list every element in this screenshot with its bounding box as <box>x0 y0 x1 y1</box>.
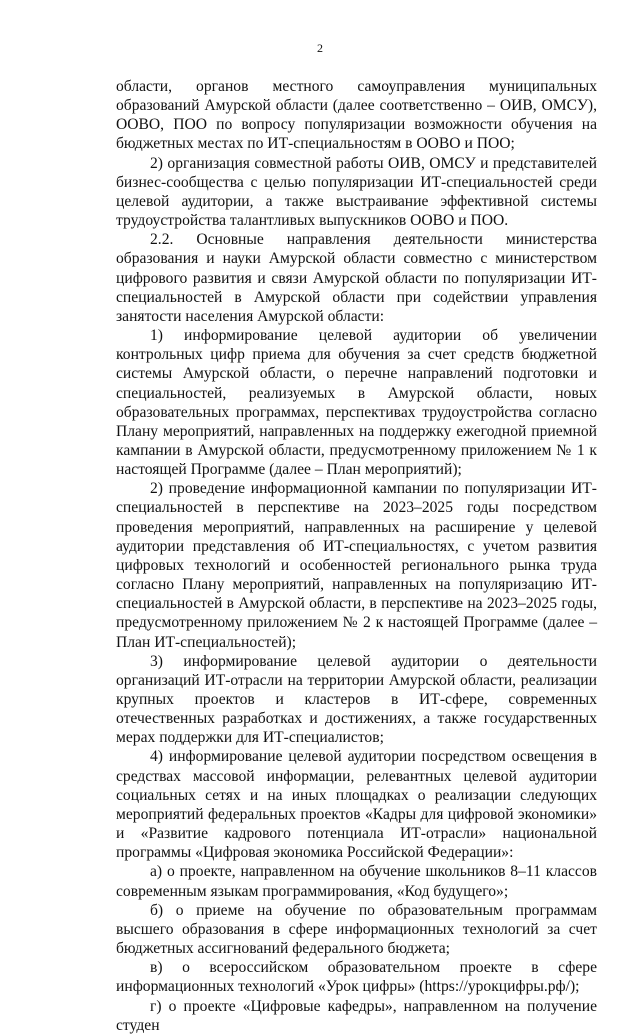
paragraph-item-1-admission-info: 1) информирование целевой аудитории об увеличении контрольных цифр приема для обучения за счет средств бюджетной системы Амурской области, о перечне направлений подготовки и специальностей, реализуемых в Амурской области, новых образовательных программах, перспективах трудоустройства согласно Плану мероприятий, направленных на поддержку ежегодной приемной кампании в Амурской области, предусмотренному приложением № 1 к настоящей Программе (далее – План мероприятий); <box>116 327 597 479</box>
paragraph-subitem-g: г) о проекте «Цифровые кафедры», направленном на получение студен <box>116 997 597 1034</box>
paragraph-subitem-v: в) о всероссийском образовательном проекте в сфере информационных технологий «Урок цифры» (https://урокцифры.рф/); <box>116 959 597 996</box>
paragraph-continuation: области, органов местного самоуправления муниципальных образований Амурской области (далее соответственно – ОИВ, ОМСУ), ООВО, ПОО по вопросу популяризации возможности обучения на бюджетных местах по ИТ-специальностям в ООВО и ПОО; <box>116 78 597 153</box>
paragraph-subitem-b: б) о приеме на обучение по образовательным программам высшего образования в сфере информационных технологий за счет бюджетных ассигнований федерального бюджета; <box>116 901 597 958</box>
paragraph-item-2-info-campaign: 2) проведение информационной кампании по популяризации ИТ-специальностей в перспективе на 2023–2025 годы посредством проведения мероприятий, направленных на расширение у целевой аудитории представления об ИТ-специальностях, с учетом развития цифровых технологий и особенностей регионального рынка труда согласно Плану мероприятий, направленных на популяризацию ИТ-специальностей в Амурской области, в перспективе на 2023–2025 годы, предусмотренному приложением № 2 к настоящей Программе (далее – План ИТ-специальностей); <box>116 480 597 651</box>
paragraph-item-3-it-industry: 3) информирование целевой аудитории о деятельности организаций ИТ-отрасли на территории Амурской области, реализации крупных проектов и кластеров в ИТ-сфере, современных отечественных разработках и достижениях, а также государственных мерах поддержки для ИТ-специалистов; <box>116 652 597 747</box>
paragraph-item-4-media-coverage: 4) информирование целевой аудитории посредством освещения в средствах массовой информации, релевантных целевой аудитории социальных сетях и на иных площадках о реализации следующих мероприятий федеральных проектов «Кадры для цифровой экономики» и «Развитие кадрового потенциала ИТ-отрасли» национальной программы «Цифровая экономика Российской Федерации»: <box>116 748 597 862</box>
paragraph-subitem-a: а) о проекте, направленном на обучение школьников 8–11 классов современным языкам программирования, «Код будущего»; <box>116 863 597 900</box>
document-body <box>116 77 597 1035</box>
page-number: 2 <box>317 41 323 55</box>
paragraph-section-2-2: 2.2. Основные направления деятельности министерства образования и науки Амурской области совместно с министерством цифрового развития и связи Амурской области по популяризации ИТ-специальностей в Амурской области при содействии управления занятости населения Амурской области: <box>116 231 597 325</box>
paragraph-item-2-business-cooperation: 2) организация совместной работы ОИВ, ОМСУ и представителей бизнес-сообщества с целью популяризации ИТ-специальностей среди целевой аудитории, а также выстраивание эффективной системы трудоустройства талантливых выпускников ООВО и ПОО. <box>116 154 597 230</box>
